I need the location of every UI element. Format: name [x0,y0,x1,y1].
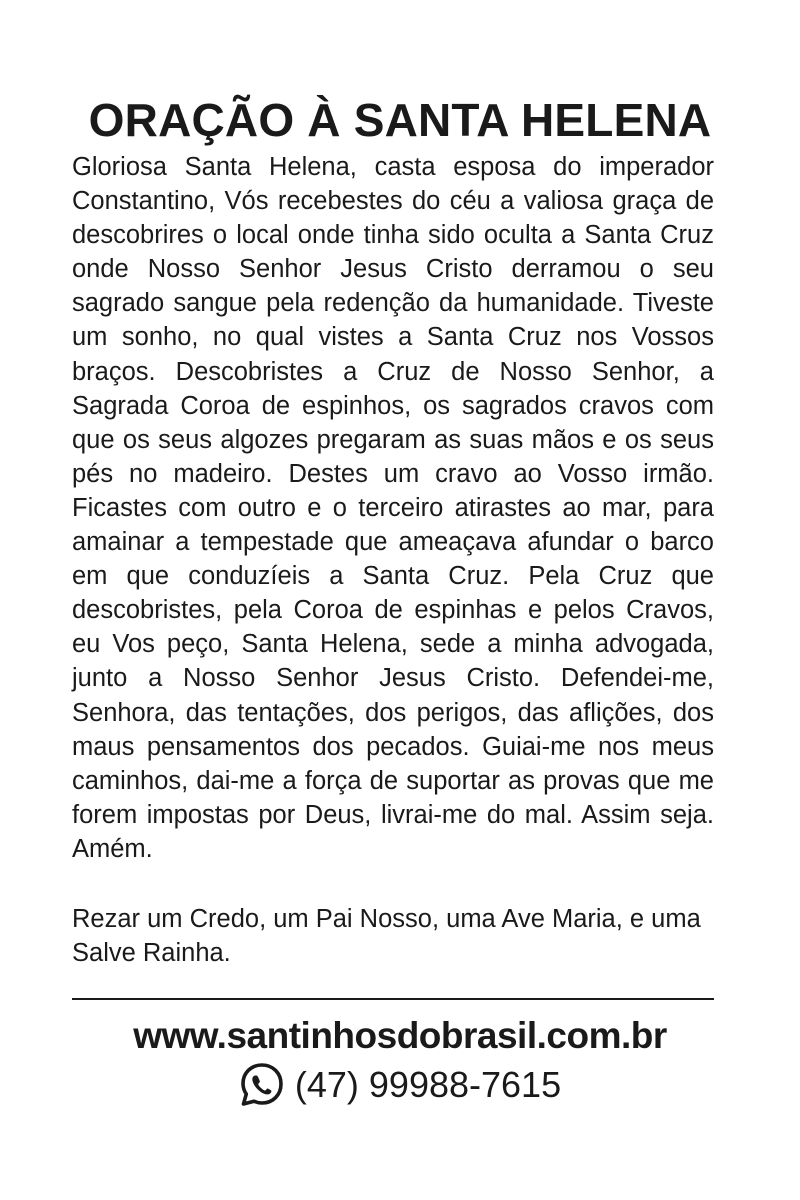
whatsapp-icon [239,1062,285,1108]
prayer-title: ORAÇÃO À SANTA HELENA [88,94,712,146]
phone-contact [40,1060,760,1110]
footer-divider [72,998,714,1000]
prayer-text: Gloriosa Santa Helena, casta esposa do imperador Constantino, Vós recebestes do céu a valiosa graça de descobrires o local onde tinha sido oculta a Santa Cruz onde Nosso Senhor Jesus Cristo derramou o seu sagrado sangue pela redenção da humanidade. Tiveste um sonho, no qual vistes a Santa Cruz nos Vossos braços. Descobristes a Cruz de Nosso Senhor, a Sagrada Coroa de espinhos, os sagrados cravos com que os seus algozes pregaram as suas mãos e os seus pés no madeiro. Destes um cravo ao Vosso irmão. Ficastes com outro e o terceiro atirastes ao mar, para amainar a tempestade que ameaçava afundar o barco em que conduzíeis a Santa Cruz. Pela Cruz que descobristes, pela Coroa de espinhas e pelos Cravos, eu Vos peço, Santa Helena, sede a minha advogada, junto a Nosso Senhor Jesus Cristo. Defendei-me, Senhora, das tentações, dos perigos, das aflições, dos maus pensamentos dos pecados. Guiai-me nos meus caminhos, dai-me a força de suportar as provas que me forem impostas por Deus, livrai-me do mal. Assim seja. Amém. [72,153,714,863]
prayer-instruction: Rezar um Credo, um Pai Nosso, uma Ave Maria, e uma Salve Rainha. [72,905,701,968]
website-link[interactable]: www.santinhosdobrasil.com.br [133,1015,667,1056]
phone-number[interactable]: (47) 99988-7615 [294,1064,562,1105]
